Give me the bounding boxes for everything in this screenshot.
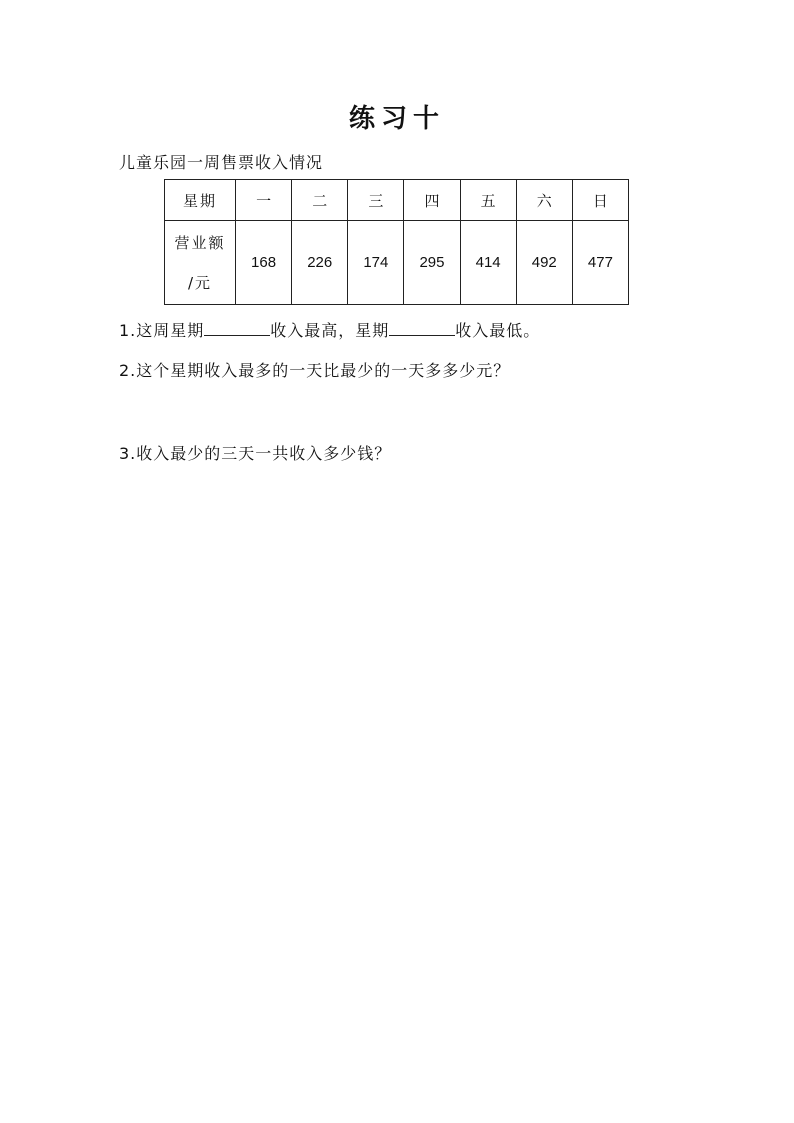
income-header-line1: 营业额 — [174, 233, 226, 252]
day-cell-thu: 四 — [404, 180, 460, 221]
question-1-text-a: 1.这周星期 — [119, 321, 205, 340]
question-1-text-c: 收入最低。 — [455, 321, 541, 340]
answer-blank-lowest[interactable] — [389, 321, 455, 336]
day-cell-tue: 二 — [292, 180, 348, 221]
income-cell-mon: 168 — [236, 221, 292, 305]
table-caption: 儿童乐园一周售票收入情况 — [119, 153, 324, 172]
income-header-cell — [165, 221, 236, 305]
income-header-line2: /元 — [187, 273, 213, 292]
question-2: 2.这个星期收入最多的一天比最少的一天多多少元？ — [119, 361, 511, 380]
day-cell-sat: 六 — [516, 180, 572, 221]
income-table — [164, 179, 629, 305]
question-1-text-b: 收入最高，星期 — [270, 321, 390, 340]
income-cell-sat: 492 — [516, 221, 572, 305]
table-row-weekday — [165, 180, 629, 221]
day-cell-mon: 一 — [236, 180, 292, 221]
question-3: 3.收入最少的三天一共收入多少钱？ — [119, 444, 392, 463]
income-cell-wed: 174 — [348, 221, 404, 305]
page-title: 练习十 — [348, 104, 445, 134]
question-1 — [119, 318, 540, 341]
income-cell-thu: 295 — [404, 221, 460, 305]
day-cell-fri: 五 — [460, 180, 516, 221]
table-row-income — [165, 221, 629, 305]
income-cell-tue: 226 — [292, 221, 348, 305]
income-cell-sun: 477 — [572, 221, 628, 305]
income-cell-fri: 414 — [460, 221, 516, 305]
weekday-header-cell: 星期 — [165, 180, 236, 221]
answer-blank-highest[interactable] — [204, 321, 270, 336]
day-cell-sun: 日 — [572, 180, 628, 221]
day-cell-wed: 三 — [348, 180, 404, 221]
